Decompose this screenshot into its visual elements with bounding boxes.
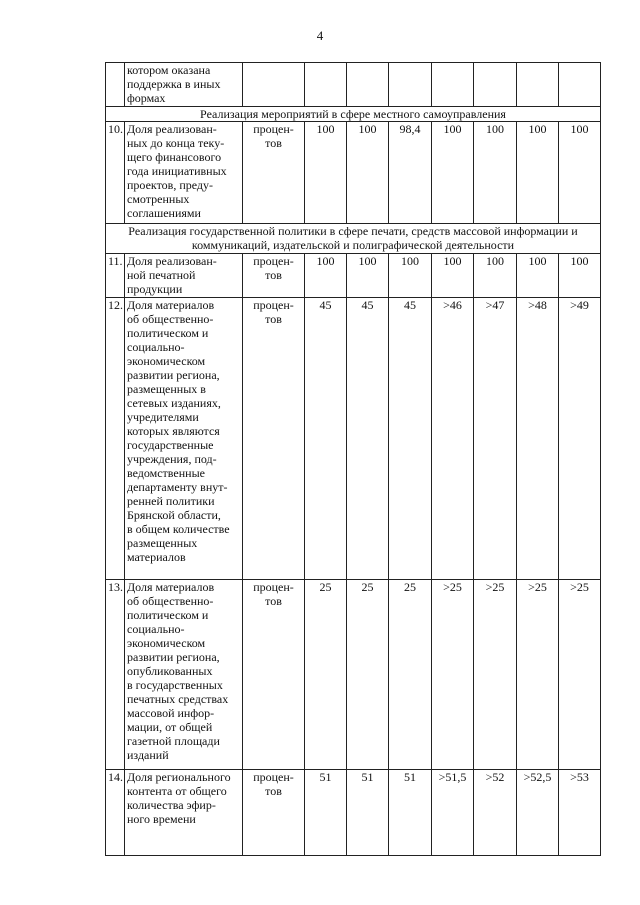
row-number: 13.: [106, 580, 125, 770]
section-title: Реализация мероприятий в сфере местного самоуправления: [106, 107, 601, 122]
value-cell: 51: [305, 770, 347, 856]
indicator-name: Доля реализован- ных до конца теку- щего финансового года инициативных проектов, преду- смотренных соглашениями: [125, 122, 243, 224]
value-cell: 45: [305, 298, 347, 580]
value-cell: 100: [474, 254, 517, 298]
value-cell: >52,5: [517, 770, 559, 856]
value-cell: 100: [559, 254, 601, 298]
value-cell: [432, 63, 474, 107]
value-cell: 25: [347, 580, 389, 770]
value-cell: >25: [474, 580, 517, 770]
value-cell: [559, 63, 601, 107]
value-cell: 100: [305, 254, 347, 298]
indicator-name: котором оказана поддержка в иных формах: [125, 63, 243, 107]
value-cell: [517, 63, 559, 107]
value-cell: 100: [305, 122, 347, 224]
value-cell: 98,4: [389, 122, 432, 224]
value-cell: 45: [389, 298, 432, 580]
section-header-row: [106, 107, 601, 122]
value-cell: 100: [347, 254, 389, 298]
table-row: [106, 770, 601, 856]
indicator-name: Доля реализован- ной печатной продукции: [125, 254, 243, 298]
unit-cell: процен- тов: [243, 254, 305, 298]
value-cell: >25: [432, 580, 474, 770]
value-cell: 25: [305, 580, 347, 770]
row-number: 11.: [106, 254, 125, 298]
indicator-name: Доля материалов об общественно- политическом и социально- экономическом развитии региона, опубликованных в государственных печатных средствах массовой инфор- мации, от общей газетной площади изданий: [125, 580, 243, 770]
value-cell: 51: [389, 770, 432, 856]
value-cell: 100: [432, 122, 474, 224]
value-cell: 100: [347, 122, 389, 224]
page-number: 4: [316, 28, 324, 43]
unit-cell: процен- тов: [243, 298, 305, 580]
value-cell: 51: [347, 770, 389, 856]
unit-cell: [243, 63, 305, 107]
unit-cell: процен- тов: [243, 122, 305, 224]
table-row: [106, 298, 601, 580]
value-cell: >53: [559, 770, 601, 856]
value-cell: 100: [559, 122, 601, 224]
row-number: 14.: [106, 770, 125, 856]
value-cell: >49: [559, 298, 601, 580]
value-cell: >48: [517, 298, 559, 580]
value-cell: 25: [389, 580, 432, 770]
indicator-name: Доля регионального контента от общего количества эфир- ного времени: [125, 770, 243, 856]
value-cell: 100: [474, 122, 517, 224]
table-row: [106, 122, 601, 224]
unit-cell: процен- тов: [243, 580, 305, 770]
table-row: [106, 63, 601, 107]
value-cell: >51,5: [432, 770, 474, 856]
value-cell: >46: [432, 298, 474, 580]
value-cell: >25: [559, 580, 601, 770]
row-number: 10.: [106, 122, 125, 224]
value-cell: [474, 63, 517, 107]
indicators-table: [105, 62, 601, 856]
section-header-row: [106, 224, 601, 254]
value-cell: 100: [517, 122, 559, 224]
value-cell: [347, 63, 389, 107]
value-cell: 100: [389, 254, 432, 298]
value-cell: 100: [432, 254, 474, 298]
indicator-name: Доля материалов об общественно- политическом и социально- экономическом развитии региона, размещенных в сетевых изданиях, учредителями которых являются государственные учреждения, под- ведомственные департаменту внут- ренней политики Брянской области, в общем количестве размещенных материалов: [125, 298, 243, 580]
row-number: [106, 63, 125, 107]
value-cell: [305, 63, 347, 107]
row-number: 12.: [106, 298, 125, 580]
table-row: [106, 254, 601, 298]
section-title: Реализация государственной политики в сфере печати, средств массовой информации и коммуникаций, издательской и полиграфической деятельности: [106, 224, 601, 254]
value-cell: >25: [517, 580, 559, 770]
value-cell: 100: [517, 254, 559, 298]
table-row: [106, 580, 601, 770]
value-cell: >47: [474, 298, 517, 580]
value-cell: 45: [347, 298, 389, 580]
value-cell: >52: [474, 770, 517, 856]
unit-cell: процен- тов: [243, 770, 305, 856]
value-cell: [389, 63, 432, 107]
